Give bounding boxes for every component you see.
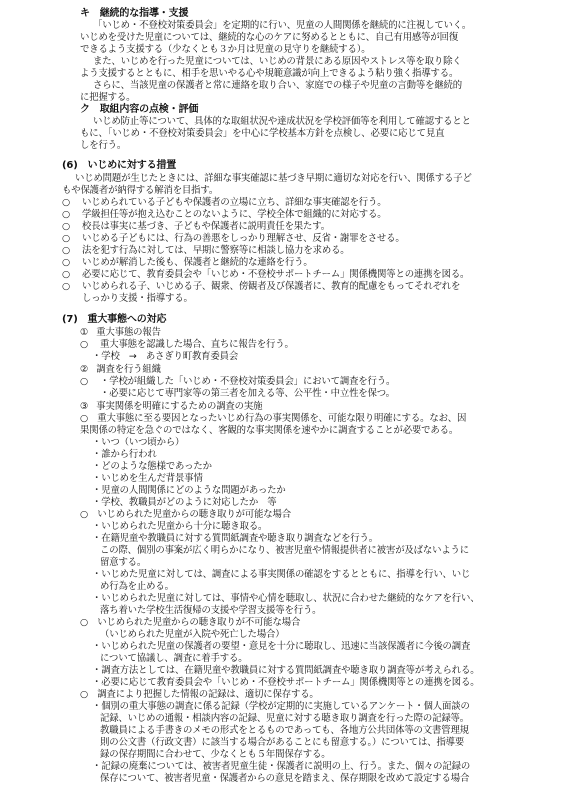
text-line: ・いつ（いつ頃から） — [92, 437, 185, 448]
text-line: もや保護者が納得する解消を目指す。 — [62, 185, 219, 196]
text-line: （いじめられた児童が入院や死亡した場合） — [100, 629, 285, 640]
text-line: 落ち着いた学校生活復帰の支援や学習支援等を行う。 — [100, 605, 322, 616]
bullet-circle-icon: ○ — [62, 197, 71, 208]
bullet-circle-icon: ○ — [62, 269, 71, 280]
list-item: ○ いじめる子どもには、行為の善悪をしっかり理解させ、反省・謝罪をさせる。 — [62, 233, 405, 244]
text-line: 保存について、被害者児童・保護者からの意見を踏まえ、保存期限を改めて設定する場合 — [100, 773, 470, 784]
text-line: ○ 重大事態に至る要因となったいじめ行為の事実関係を、可能な限り明確にする。なお、因 — [80, 413, 467, 424]
text-line: 留意する。 — [100, 557, 147, 568]
text-line: ・いじめを生んだ背景事情 — [92, 473, 203, 484]
text-line: ・必要に応じて専門家等の第三者を加える等、公平性・中立性を保つ。 — [100, 388, 395, 399]
section-7-heading: (7) 重大事態への対応 — [62, 314, 167, 325]
text-line: に把握する。 — [80, 92, 136, 103]
text-line: また、いじめを行った児童については、いじめの背景にある原因やストレス等を取り除く — [93, 56, 462, 67]
bullet-circle-icon: ○ — [62, 221, 71, 232]
bullet-circle-icon: ○ — [62, 257, 71, 268]
text-line: しを行う。 — [80, 140, 127, 151]
text-line: もに、「いじめ・不登校対策委員会」を中心に学校基本方針を点検し、必要に応じて見直 — [80, 128, 445, 139]
text-line: 教職員による手書きのメモの形式をとるものであっても、各地方公共団体等の文書管理規 — [100, 725, 469, 736]
text-line: ・調査方法としては、在籍児童や教職員に対する質問紙調査や聴き取り調査等が考えられる。 — [92, 665, 480, 676]
text-line: ・記録の廃棄については、被害者児童生徒・保護者に説明の上、行う。また、個々の記録の — [92, 761, 471, 772]
list-item: ○ ・学校が組織した「いじめ・不登校対策委員会」において調査を行う。 — [80, 376, 396, 387]
text-line: ・いじめられた児童に対しては、事情や心情を聴取し、状況に合わせた継続的なケアを行い、 — [92, 593, 480, 604]
text-line: しっかり支援・指導する。 — [82, 293, 193, 304]
text-line: ・学校、教職員がどのように対応したか 等 — [92, 497, 277, 508]
text-line: ・いじめられた児童の保護者の要望・意見を十分に聴取し、迅速に当該保護者に今後の調査 — [92, 641, 471, 652]
list-item: ○ 必要に応じて、教育委員会や「いじめ・不登校サポートチーム」関係機関等との連携を図る。 — [62, 269, 470, 280]
text-line: いじめ防止等について、具体的な取組状況や達成状況を学校評価等を利用して確認するとと — [93, 116, 471, 127]
sub1-heading: ① 重大事態の報告 — [80, 327, 161, 338]
list-item: ○ 法を犯す行為に対しては、早期に警察等に相談し協力を求める。 — [62, 245, 350, 256]
text-line: ・いじめられた児童から十分に聴き取る。 — [92, 521, 268, 532]
text-line: め行為を止める。 — [100, 581, 174, 592]
list-item: ○ いじめが解消した後も、保護者と継続的な連絡を行う。 — [62, 257, 313, 268]
text-line: 「いじめ・不登校対策委員会」を定期的に行い、児童の人間関係を継続的に注視していく。 — [93, 20, 472, 31]
bullet-circle-icon: ○ — [62, 281, 71, 292]
sub3-heading: ③ 事実関係を明確にするための調査の実施 — [80, 401, 263, 412]
text-line: ・児童の人間関係にどのような問題があったか — [92, 485, 286, 496]
text-line: ・必要に応じて教育委員会や「いじめ・不登校サポートチーム」関係機関等との連携を図る。 — [92, 677, 480, 688]
text-line: いじめ問題が生じたときには、詳細な事実確認に基づき早期に適切な対応を行い、関係する子ど — [75, 173, 472, 184]
bullet-circle-icon: ○ — [62, 209, 71, 220]
text-line: ・いじめた児童に対しては、調査による事実関係の確認をするとともに、指導を行い、いじ — [92, 569, 471, 580]
text-line: 則の公文書（行政文書）に該当する場合があることにも留意する。）については、指導要 — [100, 737, 465, 748]
text-line: この際、個別の事案が広く明らかになり、被害児童や情報提供者に被害が及ばないように — [100, 545, 470, 556]
text-line: について協議し、調査に着手する。 — [100, 653, 248, 664]
list-item: ○ いじめられている子どもや保護者の立場に立ち、詳細な事実確認を行う。 — [62, 197, 387, 208]
list-item: ○ 重大事態を認識した場合、直ちに報告を行う。 — [80, 339, 294, 350]
bullet-circle-icon: ○ — [62, 245, 71, 256]
section-ku-heading: ク 取組内容の点検・評価 — [80, 104, 199, 115]
list-item: ○ 学級担任等が抱え込むことのないように、学校全体で組織的に対応する。 — [62, 209, 387, 220]
text-line: できるよう支援する（少なくとも３か月は児童の見守りを継続する）。 — [80, 44, 371, 55]
text-line: 果関係の特定を急ぐのではなく、客観的な事実関係を速やかに調査することが必要である。 — [80, 425, 459, 436]
text-line: 録の保存期間に合わせて、少なくとも５年間保存する。 — [100, 749, 331, 760]
bullet-circle-icon: ○ — [80, 339, 89, 350]
text-line: 記録、いじめの通報・相談内容の記録、児童に対する聴き取り調査を行った際の記録等。 — [100, 713, 470, 724]
text-line: さらに、当該児童の保護者と常に連絡を取り合い、家庭での様子や児童の言動等を継続的 — [93, 80, 463, 91]
text-line: ○ いじめられた児童からの聴き取りが可能な場合 — [80, 509, 291, 520]
text-line: いじめを受けた児童については、継続的な心のケアに努めるとともに、自己有用感等が回復 — [80, 32, 459, 43]
list-item: ○ 校長は事実に基づき、子どもや保護者に説明責任を果たす。 — [62, 221, 330, 232]
text-line: ○ 調査により把握した情報の記録は、適切に保存する。 — [80, 689, 319, 700]
text-line: ・どのような態様であったか — [92, 461, 212, 472]
bullet-circle-icon: ○ — [80, 376, 89, 387]
text-line: ・在籍児童や教職員に対する質問紙調査や聴き取り調査などを行う。 — [92, 533, 378, 544]
section-6-heading: (6) いじめに対する措置 — [62, 160, 177, 171]
text-line: よう支援するとともに、相手を思いやる心や規範意識が向上できるよう粘り強く指導する。 — [80, 68, 459, 79]
text-line: ・誰から行われ — [92, 449, 157, 460]
bullet-circle-icon: ○ — [62, 233, 71, 244]
sub2-heading: ② 調査を行う組織 — [80, 364, 161, 375]
section-ki-heading: キ 継続的な指導・支援 — [80, 8, 189, 19]
list-item: ○ いじめられる子、いじめる子、観衆、傍観者及び保護者に、教育的配慮をもってそれぞれを — [62, 281, 461, 292]
text-line: ○ いじめられた児童からの聴き取りが不可能な場合 — [80, 617, 301, 628]
text-line: ・学校 → あさぎり町教育委員会 — [92, 351, 239, 362]
text-line: ・個別の重大事態の調査に係る記録（学校が定期的に実施しているアンケート・個人面談の — [92, 701, 470, 712]
